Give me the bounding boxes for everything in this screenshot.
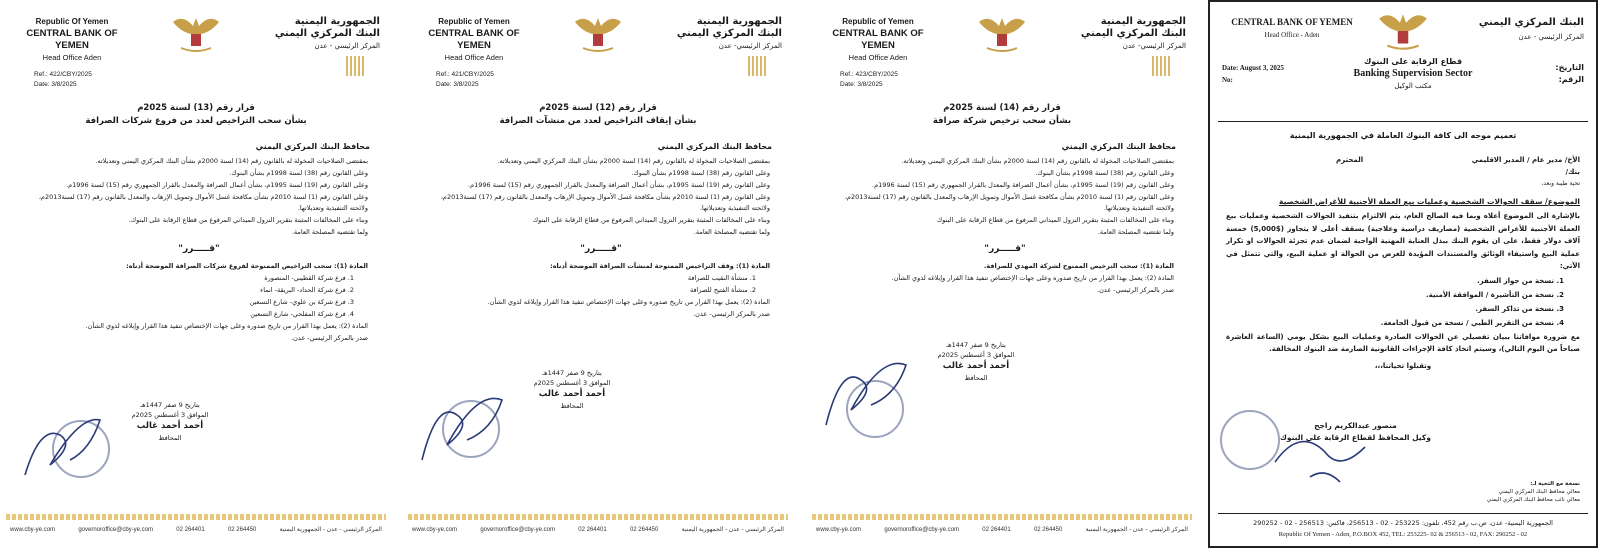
qr-code-icon (346, 56, 366, 76)
article-2: المادة (2): يعمل بهذا القرار من تاريخ صدوره وعلى جهات الإختصاص تنفيذ هذا القرار وإبلاغه لذوي الشأن. (85, 322, 368, 330)
gregorian-date: الموافق 3 أغسطس 2025م (533, 379, 611, 387)
decree-subject: بشأن سحب التراخيص لعدد من فروع شركات الصرافة (85, 116, 307, 126)
bank-name-ar: البنك المركزي اليمني (1478, 17, 1584, 28)
preamble-item: وبناء على المخالفات المثبتة بتقرير النزول الميداني المرفوع من قطاع الرقابة على البنوك (936, 216, 1174, 224)
country-en: Republic of Yemen (842, 17, 914, 26)
decree-body (0, 151, 392, 344)
document-item: 1. نسخة من جواز السفر. (1476, 276, 1564, 285)
footer-website: www.cby-ye.com (10, 526, 56, 533)
preamble-item: ولما تقتضيه المصلحة العامة. (693, 228, 770, 236)
preamble-item: وعلى القانون رقم (38) لسنة 1998م بشأن البنوك. (631, 169, 770, 177)
yemen-eagle-emblem-icon (573, 12, 623, 54)
qr-code-icon (1152, 56, 1172, 76)
bank-name-en: CENTRAL BANK OF YEMEN (832, 28, 924, 51)
letterhead (0, 0, 392, 92)
country-ar: الجمهورية اليمنية (294, 16, 380, 27)
footer-phone: 02 264450 (227, 526, 257, 533)
letterhead-english (818, 16, 938, 64)
signatory-title: المحافظ (158, 434, 182, 442)
salutation: الأخ/ مدير عام / المدير الاقليمي (1471, 156, 1580, 164)
issued-place: صدر بالمركز الرئيسي- عدن. (291, 334, 368, 342)
office-en: Head Office - Aden (1264, 31, 1320, 39)
bank-name-en: CENTRAL BANK OF YEMEN (26, 28, 118, 51)
cc-item: معالي محافظ البنك المركزي اليمني (1498, 489, 1580, 495)
handwritten-signature-icon (816, 345, 916, 435)
signature-block (916, 340, 1036, 383)
bank-name-ar: البنك المركزي اليمني (274, 28, 380, 39)
footer-phone: 02 264450 (629, 526, 659, 533)
handwritten-signature-icon (1270, 422, 1380, 492)
article-2: المادة (2): يعمل بهذا القرار من تاريخ صدوره وعلى جهات الإختصاص تنفيذ هذا القرار وإبلاغه لذوي الشأن. (487, 298, 770, 306)
circular-subject: الموضوع/ سقف الحوالات الشخصية وعمليات بيع العملة الأجنبية للأغراض الشخصية (1279, 197, 1580, 206)
article-1: المادة (1): وقف التراخيص الممنوحة لمنشآت الصرافة الموضحة أدناه: (550, 262, 770, 270)
signatory-name: أحمد أحمد غالب (136, 421, 204, 431)
reference-block (840, 70, 898, 90)
page-footer (402, 514, 794, 548)
sector-block (1318, 56, 1508, 92)
signatory-name: منصور عبدالكريم راجح (1314, 421, 1397, 430)
preamble-item: وعلى القانون رقم (1) لسنة 2010م بشأن مكافحة غسل الأموال وتمويل الإرهاب والمعدل بالقانون رقم (17) لسنة2013م، ولائحته التنفيذية وتعديلاتها. (844, 193, 1174, 212)
page-footer (0, 514, 392, 548)
decree-12-page (402, 0, 794, 548)
sector-ar: قطاع الرقابة على البنوك (1363, 57, 1463, 66)
letterhead (1218, 2, 1588, 122)
signatory-title: المحافظ (964, 374, 988, 382)
country-en: Republic of Yemen (438, 17, 510, 26)
decree-number: قرار رقم (13) لسنة 2025م (137, 103, 255, 113)
letterhead-arabic (270, 16, 380, 52)
decree-body (402, 151, 794, 320)
footer-phone: 02 264401 (982, 526, 1011, 533)
preamble-item: وعلى القانون رقم (1) لسنة 2010م بشأن مكافحة غسل الأموال وتمويل الإرهاب والمعدل بالقانون رقم (17) لسنة2013م، ولائحته التنفيذية وتعديلاتها. (440, 193, 770, 212)
decree-subject: بشأن سحب ترخيص شركة صرافة (932, 116, 1072, 126)
letterhead-arabic (1076, 16, 1186, 52)
hijri-date: بتاريخ 9 صفر 1447هـ (946, 341, 1006, 349)
office-ar: المركز الرئيسي- عدن (718, 42, 782, 50)
signatory-name: أحمد أحمد غالب (942, 361, 1010, 371)
footer-phone: 02 264401 (176, 526, 205, 533)
preamble-item: بمقتضى الصلاحيات المخولة له بالقانون رقم (14) لسنة 2000م بشأن البنك المركزي اليمني وتعديلاته. (901, 157, 1174, 165)
country-ar: الجمهورية اليمنية (696, 16, 782, 27)
decree-title (806, 102, 1198, 128)
footer-email: governoroffice@cby-ye.com (78, 526, 153, 533)
deputy-office: مكتب الوكيل (1394, 82, 1432, 90)
preamble-item: وعلى القانون رقم (38) لسنة 1998م بشأن البنوك. (1035, 169, 1174, 177)
preamble-item: وعلى القانون رقم (19) لسنة 1995م، بشأن أعمال الصرافة والمعدل بالقرار الجمهوري رقم (15) لسنة 1996م. (872, 181, 1174, 189)
yemen-eagle-emblem-icon (977, 12, 1027, 54)
document-item: 2. نسخة من التأشيرة / الموافقة الأمنية. (1425, 290, 1564, 299)
office-en: Head Office Aden (42, 53, 102, 62)
letterhead-english (414, 16, 534, 64)
reference-block (436, 70, 494, 90)
bank-name-en: CENTRAL BANK OF YEMEN (1231, 17, 1353, 27)
footer-phone: 02 264450 (1033, 526, 1063, 533)
governor-heading: محافظ البنك المركزي اليمني (1061, 142, 1176, 151)
letterhead-english (1222, 16, 1362, 42)
preamble-item: وعلى القانون رقم (1) لسنة 2010م بشأن مكافحة غسل الأموال وتمويل الإرهاب والمعدل بالقانون رقم (17) لسنة2013م، ولائحته التنفيذية وتعديلاتها. (38, 193, 368, 212)
decree-body (806, 151, 1198, 296)
circular-page (1208, 0, 1598, 548)
reference-date: Date: 3/8/2025 (34, 81, 77, 88)
gregorian-date: الموافق 3 أغسطس 2025م (131, 411, 209, 419)
signatory-title: المحافظ (560, 402, 584, 410)
reference-number: Ref.: 423/CBY/2025 (840, 71, 898, 78)
decision-heading: "قـــــرر" (984, 244, 1026, 254)
document-item: 3. نسخة من تذاكر السفر. (1475, 304, 1564, 313)
circular-date-ar: التاريخ: (1555, 63, 1584, 72)
circular-no-ar: الرقم: (1558, 75, 1584, 84)
circular-closing: مع ضرورة موافاتنا ببيان تفصيلي عن الحوالات الصادرة وعمليات البيع بشكل يومي (الساعة العاشرة صباحاً من اليوم التالي)، وسيتم اتخاذ كافة الإجراءات القانونية الصارمة ضد البنوك المخالفة. (1226, 332, 1580, 353)
footer-email: governoroffice@cby-ye.com (480, 526, 555, 533)
preamble-item: وبناء على المخالفات المثبتة بتقرير النزول الميداني المرفوع من قطاع الرقابة على البنوك. (128, 216, 368, 224)
hijri-date: بتاريخ 9 صفر 1447هـ (140, 401, 200, 409)
signatory-name: أحمد أحمد غالب (538, 389, 606, 399)
footer-address-ar: الجمهورية اليمنية- عدن، ص.ب رقم 452، تلفون: 253225 - 02 - 256513، فاكس: 256513 - 02 - 290252 (1253, 519, 1553, 527)
reference-date: Date: 3/8/2025 (840, 81, 883, 88)
qr-code-icon (748, 56, 768, 76)
signature-block (512, 368, 632, 411)
decree-number: قرار رقم (12) لسنة 2025م (539, 103, 657, 113)
letterhead (806, 0, 1198, 92)
footer-email: governoroffice@cby-ye.com (884, 526, 959, 533)
branch-item: 3. فرع شركة بن علوي- شارع التسعين (249, 298, 354, 306)
circular-date: Date: August 3, 2025 (1222, 64, 1284, 72)
reference-number: Ref.: 421/CBY/2025 (436, 71, 494, 78)
branch-item: 2. فرع شركة الحداد- البريقة- انماء (260, 286, 354, 294)
preamble-item: وعلى القانون رقم (19) لسنة 1995م، بشأن أعمال الصرافة والمعدل بالقرار الجمهوري رقم (15) لسنة 1996م. (66, 181, 368, 189)
letterhead-arabic (1479, 16, 1584, 44)
office-ar: المركز الرئيسي - عدن (1518, 33, 1584, 41)
decree-13-page (0, 0, 392, 548)
preamble-item: وعلى القانون رقم (38) لسنة 1998م بشأن البنوك. (229, 169, 368, 177)
page-footer (806, 514, 1198, 548)
decision-heading: "قـــــرر" (580, 244, 622, 254)
article-1: المادة (1): سحب التراخيص الممنوحة لفروع شركات الصرافة الموضحة أدناه: (126, 262, 368, 270)
issued-place: صدر بالمركز الرئيسي- عدن. (693, 310, 770, 318)
cc-title: نسخة مع التحية لـ: (1530, 481, 1580, 487)
reference-date: Date: 3/8/2025 (436, 81, 479, 88)
gregorian-date: الموافق 3 أغسطس 2025م (937, 351, 1015, 359)
bank-name-en: CENTRAL BANK OF YEMEN (428, 28, 520, 51)
branch-item: 2. منشأة الفتيح للصرافة (690, 286, 756, 294)
yemen-eagle-emblem-icon (1377, 8, 1429, 52)
decision-heading: "قـــــرر" (178, 244, 220, 254)
handwritten-signature-icon (412, 380, 512, 470)
decree-number: قرار رقم (14) لسنة 2025م (943, 103, 1061, 113)
country-en: Republic Of Yemen (35, 17, 109, 26)
hijri-date: بتاريخ 9 صفر 1447هـ (542, 369, 602, 377)
reference-block (34, 70, 92, 90)
cc-item: معالي نائب محافظ البنك المركزي اليمني (1486, 497, 1580, 503)
office-ar: المركز الرئيسي - عدن (314, 42, 380, 50)
branch-item: 1. فرع شركة القطيبي- المنصورة (264, 274, 354, 282)
footer-address: المركز الرئيسي - عدن - الجمهورية اليمنية (681, 527, 784, 533)
footer-website: www.cby-ye.com (412, 526, 458, 533)
governor-heading: محافظ البنك المركزي اليمني (255, 142, 370, 151)
signature-block (110, 400, 230, 443)
issued-place: صدر بالمركز الرئيسي- عدن. (1097, 286, 1174, 294)
circular-body (1210, 122, 1596, 372)
letterhead (402, 0, 794, 92)
article-2: المادة (2): يعمل بهذا القرار من تاريخ صدوره وعلى جهات الإختصاص تنفيذ هذا القرار وإبلاغه لذوي الشأن. (891, 274, 1174, 282)
article-1: المادة (1): سحب الترخيص الممنوح لشركة المهدي للصرافة. (983, 262, 1174, 270)
office-en: Head Office Aden (848, 53, 908, 62)
office-ar: المركز الرئيسي- عدن (1122, 42, 1186, 50)
cc-block (1487, 480, 1580, 504)
signatory-title: وكيل المحافظ لقطاع الرقابة على البنوك (1280, 433, 1431, 442)
reference-number: Ref.: 422/CBY/2025 (34, 71, 92, 78)
circular-thanks: وتقبلوا تحياتنا،،، (1374, 361, 1432, 370)
preamble-item: ولما تقتضيه المصلحة العامة. (291, 228, 368, 236)
decree-title (0, 102, 392, 128)
preamble-item: وبناء على المخالفات المثبتة بتقرير النزول الميداني المرفوع من قطاع الرقابة على البنوك (532, 216, 770, 224)
footer-website: www.cby-ye.com (816, 526, 862, 533)
date-block-ar (1555, 62, 1584, 86)
decree-title (402, 102, 794, 128)
footer-phone: 02 264401 (578, 526, 607, 533)
circular-footer (1218, 513, 1588, 540)
greeting: تحية طيبة وبعد، (1541, 180, 1580, 187)
document-item: 4. نسخة من التقرير الطبي / نسخة من قبول الجامعة. (1380, 318, 1564, 327)
preamble-item: وعلى القانون رقم (19) لسنة 1995م، بشأن أعمال الصرافة والمعدل بالقرار الجمهوري رقم (15) لسنة 1996م. (468, 181, 770, 189)
required-documents-list (1226, 275, 1580, 329)
letterhead-arabic (672, 16, 782, 52)
decree-14-page (806, 0, 1198, 548)
governor-heading: محافظ البنك المركزي اليمني (657, 142, 772, 151)
footer-address: المركز الرئيسي - عدن - الجمهورية اليمنية (1085, 527, 1188, 533)
circular-addressee: تعميم موجه الى كافة البنوك العاملة في الجمهورية اليمنية (1289, 131, 1517, 140)
date-block-en (1222, 62, 1284, 86)
footer-address-en: Republic Of Yemen - Aden, P.O.BOX 452, TEL: 253225- 02 & 256513 - 02, FAX: 290252 - 02 (1278, 531, 1528, 538)
bank-line: بنك/ (1565, 168, 1580, 176)
preamble-item: بمقتضى الصلاحيات المخولة له بالقانون رقم (14) لسنة 2000م بشأن البنك المركزي اليمني وتعديلاته. (95, 157, 368, 165)
footer-address: المركز الرئيسي - عدن - الجمهورية اليمنية (279, 527, 382, 533)
circular-paragraph: بالإشارة الى الموضوع أعلاه وبما فيه الصالح العام، يتم الالتزام بتنفيذ الحوالات الشخصية وعمليات بيع العملة الأجنبية للأغراض الشخصية (مصاريف دراسية وعلاجية) بسقف أعلى لا يتجاوز ($5,000) خمسة آلاف دولار فقط، على ان يقوم البنك ببذل العناية المهنية الواجبة لضمان عدم تجزئة الحوالات او تكرار عملية البيع واستيفاء الوثائق والمستندات المؤيدة للغرض من الحوالة او عملية البيع، والتي تتمثل في الآتي: (1226, 212, 1580, 270)
handwritten-signature-icon (20, 405, 110, 485)
circular-no: No: (1222, 76, 1233, 84)
branch-item: 1. منشأة النقيب للصرافة (687, 274, 756, 282)
preamble-item: ولما تقتضيه المصلحة العامة. (1097, 228, 1174, 236)
branch-item: 4. فرع شركة المفلحي- شارع التسعين (250, 310, 354, 318)
yemen-eagle-emblem-icon (171, 12, 221, 54)
sector-en: Banking Supervision Sector (1353, 68, 1473, 79)
decree-subject: بشأن إيقاف التراخيص لعدد من منشآت الصرافة (499, 116, 697, 126)
bank-name-ar: البنك المركزي اليمني (1080, 28, 1186, 39)
country-ar: الجمهورية اليمنية (1100, 16, 1186, 27)
preamble-item: بمقتضى الصلاحيات المخولة له بالقانون رقم (14) لسنة 2000م بشأن البنك المركزي اليمني وتعديلاته. (497, 157, 770, 165)
bank-name-ar: البنك المركزي اليمني (676, 28, 782, 39)
letterhead-english (12, 16, 132, 64)
salutation-respected: المحترم (1336, 156, 1364, 164)
office-en: Head Office Aden (444, 53, 504, 62)
